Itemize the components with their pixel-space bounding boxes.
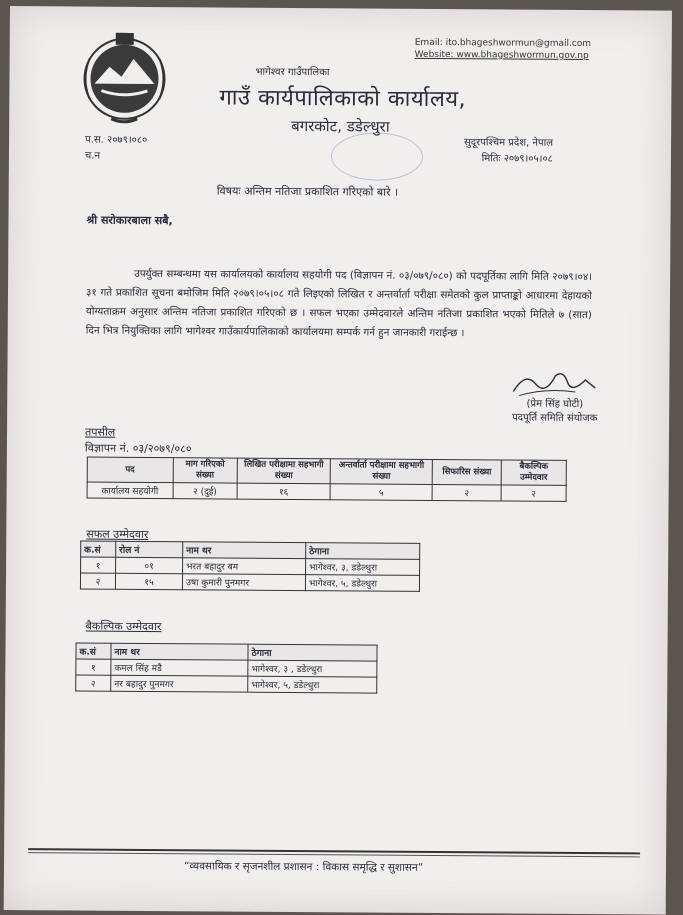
table-row [80, 573, 419, 591]
office-title: गाउँ कार्यपालिकाको कार्यालय, [219, 85, 467, 113]
table-cell: कमल सिंह मडै [111, 659, 248, 676]
letter-page [4, 6, 672, 915]
signer-name: (प्रेम सिंह घोटी) [526, 398, 584, 411]
salutation: श्री सरोकारबाला सबै, [86, 213, 173, 228]
table-cell: १ [76, 659, 111, 675]
table-cell: भरत बहादुर बम [183, 558, 306, 575]
table-cell: २ [76, 675, 111, 691]
table-cell: २ [432, 484, 501, 500]
table-cell: २ [80, 573, 115, 589]
table-cell: कार्यालय सहयोगी [87, 482, 173, 499]
website-text: Website: www.bhageshwormun.gov.np [414, 49, 589, 62]
table-header-cell: पद [87, 457, 173, 483]
table-header-cell: माग गरिएको संख्या [173, 458, 238, 483]
table-row [76, 675, 377, 693]
table-header-cell: अन्तर्वार्ता परीक्षामा सहभागी संख्या [330, 459, 433, 485]
signer-block [512, 398, 597, 427]
office-stamp [331, 132, 423, 181]
contact-info [415, 37, 592, 62]
table-header-cell: नाम थर [183, 542, 306, 559]
table-row [87, 482, 566, 501]
table-cell: ०१ [116, 557, 183, 573]
table-cell: नर बहादुर पुनमगर [111, 675, 248, 692]
table-cell: भागेश्वर, ५, डडेल्धुरा [248, 676, 377, 693]
table-header-cell: क.सं [76, 643, 111, 659]
letter-subject: विषयः अन्तिम नतिजा प्रकाशित गरिएको बारे । [216, 184, 399, 199]
office-location: बगरकोट, डडेल्धुरा [291, 116, 390, 136]
table-cell: भागेश्वर, ३, डडेल्धुरा [306, 559, 420, 576]
table-cell: १ [81, 557, 116, 573]
table-header-cell: ठेगाना [248, 644, 377, 661]
table-header-cell: नाम थर [111, 643, 248, 660]
table-header-cell: क.सं [81, 541, 116, 557]
dispatch-number: च.न [84, 150, 101, 162]
handwritten-signature [505, 361, 601, 402]
table-header-cell: ठेगाना [306, 543, 420, 560]
successful-candidates-table [80, 541, 420, 592]
table-header-cell: रोल नं [116, 541, 183, 557]
table-cell: उषा कुमारी पुनमगर [182, 574, 305, 591]
table-header-cell: सिफारिस संख्या [432, 459, 501, 484]
letter-body: उपर्युक्त सम्बन्धमा यस कार्यालयको कार्यालय सहयोगी पद (विज्ञापन नं. ०३/०७९/०८०) को पदपूर्तिका लागि मिति २०७९।०४।३१ गते प्रकाशित सूचना बमोजिम मिति २०७९।०५।०८ गते लिइएको लिखित र अन्तर्वार्ता परीक्षा समेतको कुल प्राप्ताङ्को आधारमा देहायको योग्यताक्रम अनुसार अन्तिम नतिजा प्रकाशित गरिएको छ । सफल भएका उम्मेदवारले अन्तिम नतिजा प्रकाशित भएको मितिले ७ (सात) दिन भित्र नियुक्तिका लागि भागेश्वर गाउँकार्यपालिकाको कार्यालयमा सम्पर्क गर्न हुन जानकारी गराईन्छ । [85, 267, 593, 340]
municipality-name: भागेश्वर गाउँपालिका [255, 66, 330, 79]
details-heading: तपसील [84, 425, 116, 439]
alternate-heading: बैकल्पिक उम्मेदवार [85, 619, 162, 634]
table-header-cell: लिखित परीक्षामा सहभागी संख्या [237, 458, 330, 484]
government-emblem-logo [71, 28, 178, 125]
alternate-candidates-table [75, 642, 377, 693]
letter-date: मितिः २०७९।०५।०८ [481, 153, 553, 165]
table-cell: १५ [115, 573, 182, 589]
email-text: Email: ito.bhageshwormun@gmail.com [414, 37, 592, 50]
reference-number: प.स. २०७९।०८० [85, 134, 148, 146]
table-cell: २ [501, 485, 566, 501]
table-cell: भागेश्वर, ५, डडेल्धुरा [305, 575, 419, 592]
successful-heading: सफल उम्मेदवार [86, 527, 149, 541]
meta-block [464, 135, 553, 168]
province-text: सुदूरपश्चिम प्रदेश, नेपाल [464, 137, 554, 149]
signer-title: पदपूर्ति समिति संयोजक [512, 412, 598, 425]
vacancy-summary-table [87, 457, 567, 502]
table-cell: २ (दुई) [173, 483, 238, 499]
table-cell: भागेश्वर, ३ , डडेल्धुरा [248, 660, 377, 677]
reference-block [85, 133, 147, 165]
advert-number: विज्ञापन नं. ०३/२०७९/०८० [84, 441, 192, 456]
footer-slogan: “व्यवसायिक र सृजनशील प्रशासन : विकास समृद्धि र सुशासन” [183, 860, 424, 874]
table-header-cell: बैकल्पिक उम्मेदवार [501, 460, 566, 485]
table-cell: ५ [330, 484, 432, 501]
table-header-row [87, 457, 566, 485]
table-cell: १६ [237, 483, 330, 500]
